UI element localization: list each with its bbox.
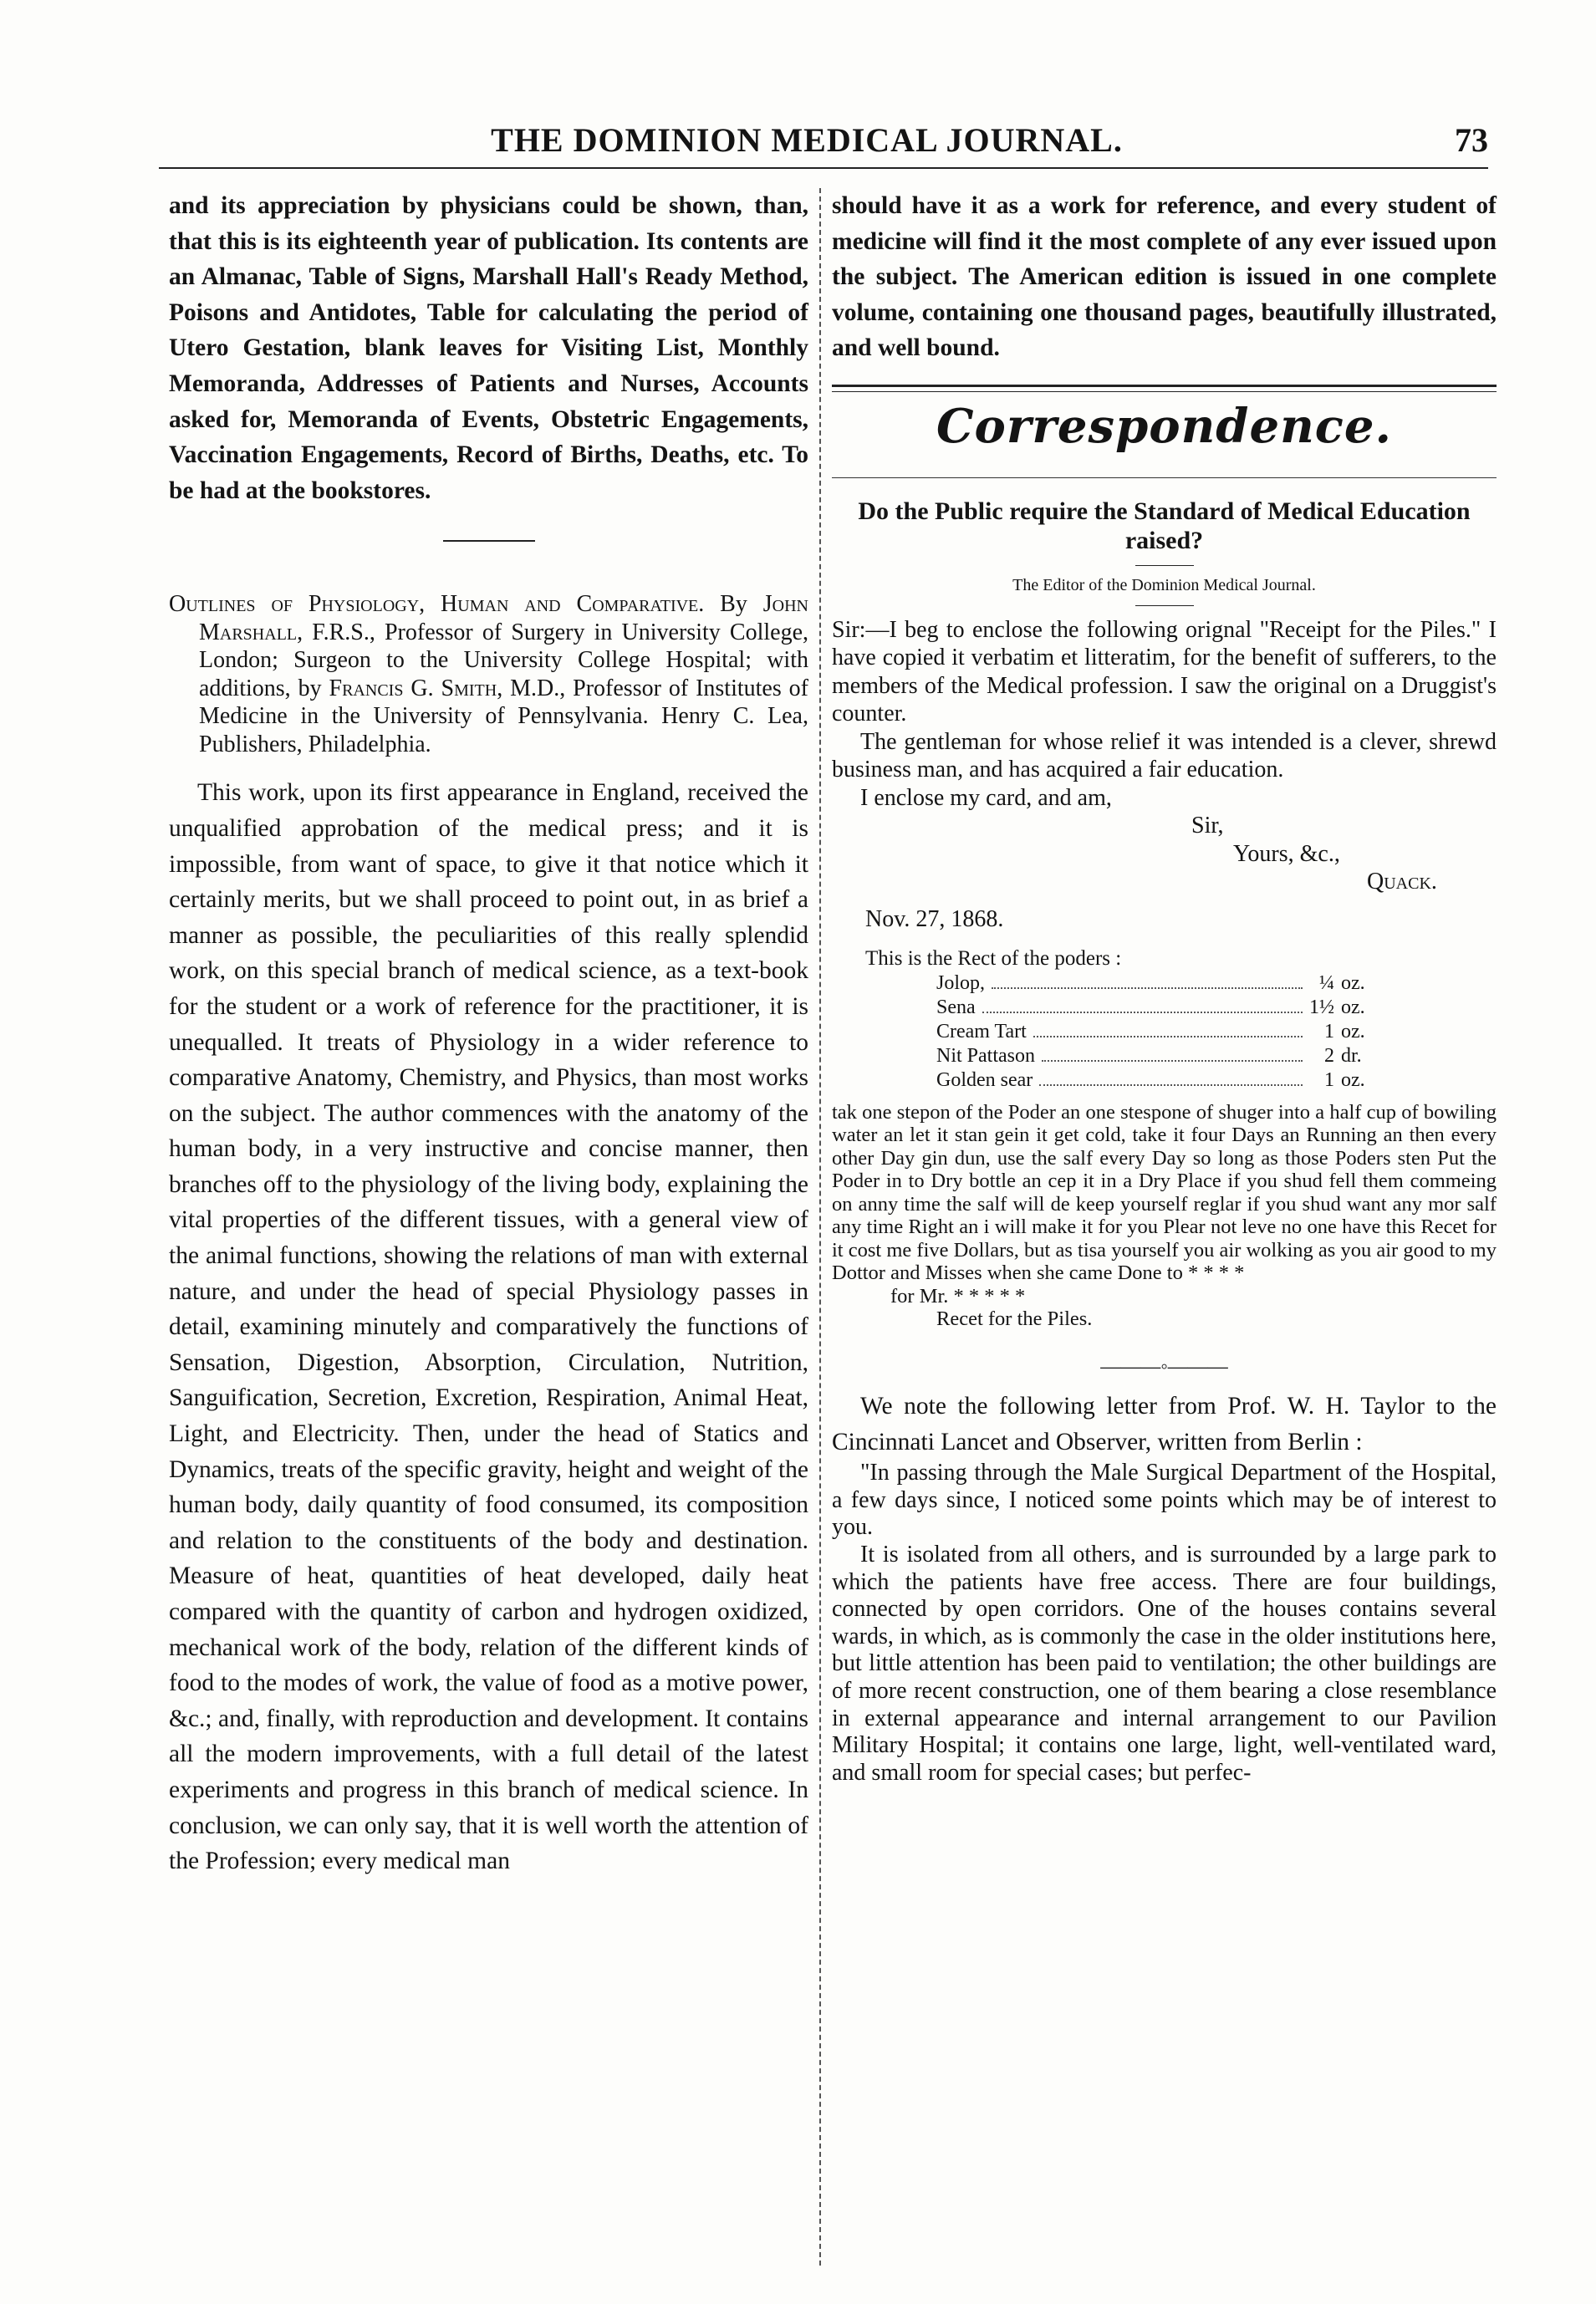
recipe-item: Sena 1½ oz.: [936, 996, 1365, 1018]
flourish-separator: ———◦———: [1100, 1355, 1228, 1378]
salutation: Sir,: [1191, 813, 1224, 839]
page-number: 73: [1455, 121, 1488, 159]
recipe-text: tak one stepon of the Poder an one stespone of shuger into a half cup of bowiling water an let it stan gein it get cold, take it four Days an Running an then every other Day gin dun, use the salf every Day so long as those Poders sten Put the Poder in to Dry bottle an cep it in a Dry Place if you shud fell them commeing on anny time the salf will de keep yourself reglar if you shud want any mor salf any time Right an i will make it for you Plear not leve no one have this Recet for it cost me five Dollars, but as tisa yourself you air wolking as you air good to my Dottor and Misses when she came Done to * * * *: [832, 1100, 1497, 1285]
article-title: Do the Public require the Standard of Medical Education raised?: [858, 497, 1471, 554]
header-rule: [159, 167, 1488, 169]
title-rule: [1135, 565, 1194, 566]
letter-paragraph-2: The gentleman for whose relief it was intended is a clever, shrewd business man, and has acquired a fair education.: [832, 728, 1497, 783]
recipe-item: Cream Tart 1 oz.: [936, 1020, 1365, 1042]
paragraph-review: This work, upon its first appearance in England, received the unqualified approbation of the medical press; and it is impossible, from want of space, to give it that notice which it certainly merits, but we shall proceed to point out, in as brief a manner as possible, the peculiarities of this really splendid work, on this special branch of medical science, as a text-book for the student or a work of reference for the practitioner, it is unequalled. It treats of Physiology in a wider reference to comparative Anatomy, Chemistry, and Physics, than most works on the subject. The author commences with the anatomy of the human body, in a very instructive and concise manner, then branches off to the physiology of the living body, explaining the vital properties of the different tissues, with a general view of the animal functions, showing the relations of man with external nature, and under the head of special Physiology passes in detail, examining minutely and comparatively the functions of Sensation, Digestion, Absorption, Circulation, Nutrition, Sanguification, Secretion, Excretion, Respiration, Animal Heat, Light, and Electricity. Then, under the head of Statics and Dynamics, treats of the specific gravity, height and weight of the human body, daily quantity of food consumed, its composition and relation to the constituents of the body and destination. Measure of heat, quantities of heat developed, daily heat compared with the quantity of carbon and hydrogen oxidized, mechanical work of the body, relation of the different kinds of food to the modes of work, the value of food as a motive power, &c.; and, finally, with reproduction and development. It contains all the modern improvements, with a full detail of the latest experiments and progress in this branch of medical science. In conclusion, we can only say, that it is well worth the attention of the Profession; every medical man: [169, 779, 808, 1875]
letter-paragraph-1: Sir:—I beg to enclose the following orignal "Receipt for the Piles." I have copied it verbatim et litteratim, for the benefit of sufferers, to the members of the Medical profession. I saw the original on a Druggist's counter.: [832, 616, 1497, 727]
journal-title: THE DOMINION MEDICAL JOURNAL.: [491, 120, 1123, 159]
recipe-item: Jolop, ¼ oz.: [936, 971, 1365, 994]
note-paragraph: We note the following letter from Prof. W. H. Taylor to the Cincinnati Lancet and Observer, written from Berlin :: [832, 1392, 1497, 1455]
separator-rule: [443, 540, 535, 542]
letter-signoff: [832, 812, 1497, 896]
signature: Quack.: [1367, 869, 1437, 895]
paragraph-continuation: should have it as a work for reference, and every student of medicine will find it the most complete of any ever issued upon the subject. The American edition is issued in one complete volume, containing one thousand pages, beautifully illustrated, and well bound.: [832, 192, 1497, 362]
section-rule: [832, 385, 1497, 392]
quote-paragraph-1: "In passing through the Male Surgical Department of the Hospital, a few days since, I noticed some points which may be of interest to you.: [832, 1460, 1497, 1541]
section-heading: Correspondence.: [936, 398, 1393, 454]
recipe-for-line: for Mr. * * * * *: [890, 1284, 1026, 1307]
recipe-recet-line: Recet for the Piles.: [936, 1307, 1093, 1331]
left-column: [169, 188, 808, 1879]
book-author: John Marshall: [199, 591, 808, 645]
letter-date: Nov. 27, 1868.: [865, 905, 1004, 932]
recipe-list: [832, 971, 1497, 1093]
page-header: [125, 117, 1488, 162]
editor-address: The Editor of the Dominion Medical Journal.: [1012, 575, 1316, 594]
heading-rule: [832, 477, 1497, 478]
book-notice: Outlines of Physiology, Human and Comparative. By John Marshall, F.R.S., Professor of Surgery in University College, London; Surgeon to the University College Hospital; with additions, by Francis G. Smith, M.D., Professor of Institutes of Medicine in the University of Pennsylvania. Henry C. Lea, Publishers, Philadelphia.: [169, 591, 808, 757]
book-editor: Francis G. Smith: [329, 675, 497, 701]
recipe-intro: This is the Rect of the poders :: [865, 946, 1122, 970]
right-column: [832, 188, 1497, 1787]
paragraph-almanac: and its appreciation by physicians could be shown, than, that this is its eighteenth year of publication. Its contents are an Almanac, Table of Signs, Marshall Hall's Ready Method, Poisons and Antidotes, Table for calculating the period of Utero Gestation, blank leaves for Visiting List, Monthly Memoranda, Addresses of Patients and Nurses, Accounts asked for, Memoranda of Events, Obstetric Engagements, Vaccination Engagements, Record of Births, Deaths, etc. To be had at the bookstores.: [169, 192, 808, 504]
column-divider: [819, 188, 821, 2266]
letter-paragraph-3: I enclose my card, and am,: [860, 784, 1112, 811]
closing: Yours, &c.,: [1233, 840, 1340, 867]
address-rule: [1135, 605, 1194, 606]
quote-paragraph-2: It is isolated from all others, and is surrounded by a large park to which the patients have free access. There are four buildings, connected by open corridors. One of the houses contains several wards, in which, as is commonly the case in the older institutions here, but little attention has been paid to ventilation; the other buildings are of more recent construction, one of them bearing a close resemblance in external appearance and internal arrangement to our Pavilion Military Hospital; it contains one large, light, well-ventilated ward, and small room for special cases; but perfec-: [832, 1541, 1497, 1786]
book-title: Outlines of Physiology, Human and Comparative.: [169, 591, 705, 618]
recipe-item: Nit Pattason 2 dr.: [936, 1044, 1362, 1067]
recipe-item: Golden sear 1 oz.: [936, 1068, 1365, 1091]
